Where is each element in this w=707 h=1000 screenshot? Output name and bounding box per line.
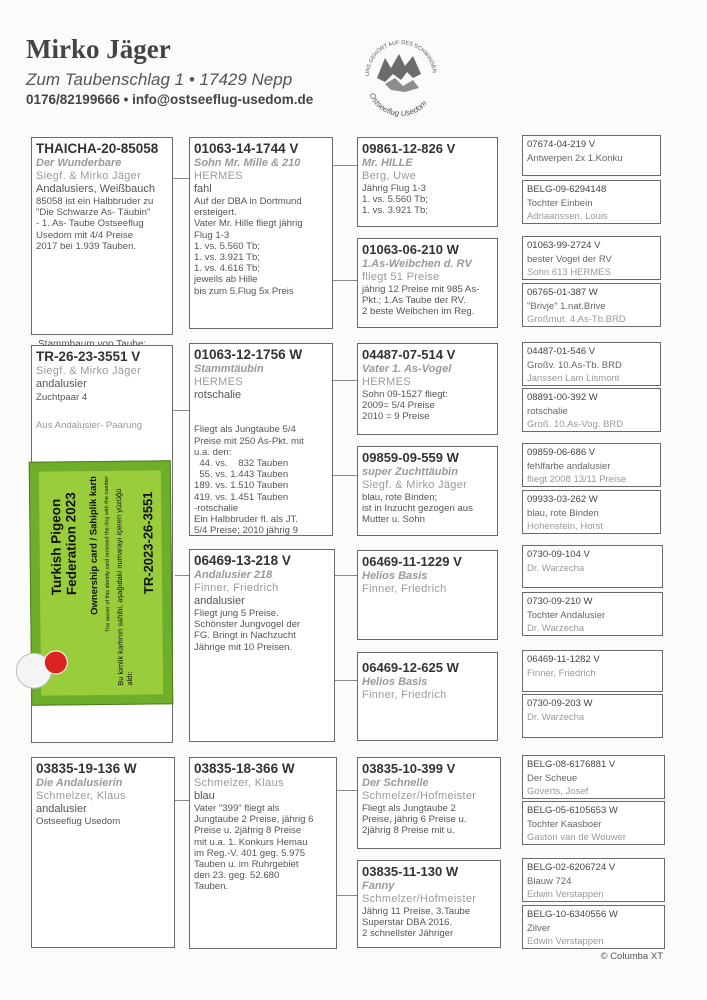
g4-ring: BELG-08-6176881 V (527, 759, 616, 770)
ff-box (189, 137, 333, 329)
g3-name: Vater 1. As-Vogel (362, 363, 452, 375)
g3-box-1 (357, 137, 498, 227)
g3-breeder: HERMES (362, 376, 411, 388)
g3-notes: jährig 12 Preise mit 985 As- Pkt.; 1.As Taube der RV. 2 beste Weibchen im Reg. (362, 284, 480, 318)
g4-box-14 (522, 801, 665, 845)
g3-ring: 06469-11-1229 V (362, 554, 462, 569)
dam-notes: Ostseeflug Usedom (36, 816, 121, 827)
g4-breeder: Großmut. 4.As-Tb.BRD (527, 314, 626, 325)
g3-ring: 09861-12-826 V (362, 141, 456, 156)
g3-ring: 09859-09-559 W (362, 450, 459, 465)
g4-info: Großv. 10.As-Tb. BRD (527, 359, 622, 371)
g3-notes: Jährig 11 Preise, 3.Taube Superstar DBA 2016. 2 schnellster Jähriger (362, 906, 471, 940)
subject-notes: Zuchtpaar 4 Aus Andalusier- Paarung (36, 392, 143, 431)
g4-box-10 (522, 592, 663, 636)
g3-box-8 (357, 860, 501, 948)
mm-notes: Vater "399" fliegt als Jungtaube 2 Preise, jährig 6 Preise u. 2jährig 8 Preise mit u.a. 1. Konkurs Hemau im Reg.-V. 401 geg. 5.975 Tauben u. im Ruhrgebiet den 23. geg. 52.680 Tauben. (194, 803, 314, 893)
g4-info: Tochter Andalusier (527, 609, 606, 621)
federation-logo (44, 650, 68, 674)
g4-ring: 09859-06-686 V (527, 447, 596, 458)
g3-box-5 (357, 550, 498, 640)
g4-info: rotschalie (527, 405, 568, 417)
g3-ring: 03835-10-399 V (362, 761, 456, 776)
g3-name: Der Schnelle (362, 777, 429, 789)
mf-breeder: Finner, Friedrich (194, 582, 279, 594)
dam-name: Die Andalusierin (36, 777, 123, 789)
g4-box-3 (522, 236, 661, 280)
g3-breeder: Schmelzer/Hofmeister (362, 790, 477, 802)
g4-breeder: Gaston van de Wouwer (527, 832, 627, 843)
g3-notes: Sohn 09-1527 fliegt: 2009= 5/4 Preise 2010 = 9 Preise (362, 389, 448, 423)
mf-name: Andalusier 218 (194, 569, 273, 581)
g4-box-2 (522, 180, 661, 224)
fm-notes: Fliegt als Jungtaube 5/4 Preise mit 250 As-Pkt. mit u.a. den: 44. vs. 832 Tauben 55. vs. 1.443 Tauben 189. vs. 1.510 Tauben 419. vs. 1.451 Tauben -rotschalie Ein Halbbruder fl. als JT. 5/4 Preise; 2010 jährig 9 (194, 424, 304, 536)
copyright-footer: © Columba XT (600, 951, 663, 962)
g3-breeder: Berg, Uwe (362, 170, 417, 182)
card-heading: Ownership card / Sahiplik kartı (87, 476, 101, 615)
g3-notes: blau, rote Binden; ist in Inzucht gezogen aus Mutter u. Sohn (362, 492, 473, 526)
g4-ring: BELG-02-6206724 V (527, 862, 616, 873)
g4-box-13 (522, 755, 665, 799)
ff-ring: 01063-14-1744 V (194, 141, 299, 156)
dam-box (31, 757, 175, 948)
g4-box-12 (522, 694, 663, 738)
g4-box-15 (522, 858, 665, 902)
g3-name: 1.As-Weibchen d. RV (362, 258, 472, 270)
g3-name: super Zuchttäubin (362, 466, 458, 478)
g4-breeder: Groß. 10.As-Vog. BRD (527, 419, 624, 430)
g3-breeder: Siegf. & Mirko Jäger (362, 479, 468, 491)
g4-ring: 0730-09-203 W (527, 698, 593, 709)
ff-notes: Auf der DBA in Dortmund ersteigert. Vater Mr. Hille fliegt jährig Flug 1-3 1. vs. 5.560 Tb; 1. vs. 3.921 Tb; 1. vs. 4.616 Tb; jeweils ab Hille bis zum 5.Flug 5x Preis (194, 196, 303, 297)
g4-ring: BELG-09-6294148 (527, 184, 607, 195)
mm-breeder: Schmelzer, Klaus (194, 777, 284, 789)
mm-color: blau (194, 790, 215, 802)
subject-breeder: Siegf. & Mirko Jäger (36, 365, 142, 377)
g4-info: blau, rote Binden (527, 507, 599, 519)
sire-ring: THAICHA-20-85058 (36, 141, 159, 156)
g4-breeder: fliegt 2008 13/11 Preise (527, 474, 627, 485)
g3-breeder: Finner, Friedrich (362, 583, 447, 595)
g3-notes: Fliegt als Jungtaube 2 Preise, jährig 6 Preise u. 2jährig 8 Preise mit u. (362, 803, 467, 837)
g4-ring: 04487-01-546 V (527, 346, 596, 357)
g3-box-6 (357, 652, 498, 741)
g3-box-4 (357, 446, 498, 536)
dam-ring: 03835-19-136 W (36, 761, 137, 776)
g3-name: Mr. HILLE (362, 157, 413, 169)
g4-breeder: Dr. Warzecha (527, 623, 585, 634)
g3-name: Helios Basis (362, 676, 428, 688)
club-logo (355, 28, 447, 120)
ff-color: fahl (194, 183, 212, 195)
g4-info: Zilver (527, 922, 551, 934)
mf-color: andalusier (194, 595, 245, 607)
g3-box-7 (357, 757, 501, 849)
fm-box (189, 343, 333, 536)
owner-contact: 0176/82199666 • info@ostseeflug-usedom.de (26, 92, 314, 107)
mm-box (189, 757, 337, 949)
g4-box-5 (522, 342, 661, 386)
sire-color: Andalusiers, Weißbauch (36, 183, 156, 195)
ownership-card (29, 460, 174, 705)
dam-breeder: Schmelzer, Klaus (36, 790, 126, 802)
g4-ring: BELG-10-6340556 W (527, 909, 618, 920)
ff-name: Sohn Mr. Mille & 210 (194, 157, 301, 169)
g3-ring: 01063-06-210 W (362, 242, 459, 257)
g3-breeder: Schmelzer/Hofmeister (362, 893, 477, 905)
g4-breeder: Goverts, Josef (527, 786, 589, 797)
svg-text:Ostseeflug Usedom (367, 91, 428, 118)
g3-name: Fanny (362, 880, 395, 892)
mf-notes: Fliegt jung 5 Preise. Schönster Jungvogel der FG. Bringt in Nachzucht Jährige mit 10 Preisen. (194, 608, 301, 653)
fm-breeder: HERMES (194, 376, 243, 388)
g4-box-4 (522, 283, 661, 327)
g4-info: Blauw 724 (527, 875, 572, 887)
g4-breeder: Hohenstein, Horst (527, 521, 604, 532)
fm-color: rotschalie (194, 389, 242, 401)
g4-breeder: Adriaanssen, Louis (527, 211, 608, 222)
g4-info: Tochter Einbein (527, 197, 593, 209)
sire-box (31, 137, 173, 335)
fm-ring: 01063-12-1756 W (194, 347, 303, 362)
g4-ring: 0730-09-104 V (527, 549, 590, 560)
g4-breeder: Dr. Warzecha (527, 562, 585, 574)
g3-breeder: Finner, Friedrich (362, 689, 447, 701)
sire-name: Der Wunderbare (36, 157, 122, 169)
g4-ring: 0730-09-210 W (527, 596, 593, 607)
sire-notes: 85058 ist ein Halbbruder zu "Die Schwarze As- Täubin" - 1. As- Taube Ostseeflug Usedom mit 4/4 Preise 2017 bei 1.939 Tauben. (36, 196, 154, 252)
g4-breeder: Janssen Lam Lismont (527, 373, 620, 384)
g4-info: fehlfarbe andalusier (527, 460, 611, 472)
g4-breeder: Finner, Friedrich (527, 667, 596, 679)
g3-notes: Jährig Flug 1-3 1. vs. 5.560 Tb; 1. vs. 3.921 Tb; (362, 183, 428, 217)
g4-info: Tochter Kaasboer (527, 818, 602, 830)
g4-ring: 06469-11-1282 V (527, 654, 600, 665)
g4-box-11 (522, 650, 663, 692)
g4-box-6 (522, 388, 661, 432)
card-title: Turkish Pigeon Federation 2023 (48, 492, 80, 596)
g4-box-8 (522, 490, 661, 534)
g4-ring: 01063-99-2724 V (527, 240, 601, 251)
mf-ring: 06469-13-218 V (194, 553, 291, 568)
g3-box-2 (357, 238, 498, 328)
g4-breeder: Edwin Verstappen (527, 936, 604, 947)
g4-breeder: Dr. Warzecha (527, 711, 585, 723)
g4-box-9 (522, 545, 663, 588)
owner-name: Mirko Jäger (26, 34, 171, 64)
g4-info: Der Scheue (527, 772, 578, 784)
g3-box-3 (357, 343, 498, 435)
g4-ring: 09933-03-262 W (527, 494, 598, 505)
subject-ring: TR-26-23-3551 V (36, 349, 141, 364)
g3-ring: 04487-07-514 V (362, 347, 456, 362)
logo-bottom-text: Ostseeflug Usedom (367, 91, 429, 119)
dam-color: andalusier (36, 803, 87, 815)
card-ring-number: TR-2023-26-3551 (140, 491, 157, 595)
card-line-en: The owner of this identity card received the ring with the number (103, 475, 112, 633)
g4-breeder: Sohn 613 HERMES (527, 267, 611, 278)
mf-box (189, 549, 335, 742)
logo-arc-text: UNS GEHÖRT AUF DES SCHWINGEN (364, 39, 437, 77)
g4-ring: 08891-00-392 W (527, 392, 598, 403)
mm-ring: 03835-18-366 W (194, 761, 295, 776)
g4-ring: 06765-01-387 W (527, 287, 598, 298)
g4-info: bester Vogel der RV (527, 253, 612, 265)
g4-box-16 (522, 905, 665, 949)
g4-box-7 (522, 443, 661, 487)
g4-box-1 (522, 135, 661, 176)
g4-breeder: Edwin Verstappen (527, 889, 604, 900)
g3-breeder: fliegt 51 Preise (362, 271, 440, 283)
g4-info: Antwerpen 2x 1.Konku (527, 152, 623, 164)
g4-ring: 07674-04-219 V (527, 139, 596, 150)
sire-breeder: Siegf. & Mirko Jäger (36, 170, 142, 182)
card-line-tr: Bu kimlik kartının sahibi, aşağıdaki numarayı içeren yüzüğü aldı: (114, 488, 135, 686)
g4-info: "Brivje" 1.nat.Brive (527, 300, 606, 312)
fm-name: Stammtäubin (194, 363, 264, 375)
owner-address: Zum Taubenschlag 1 • 17429 Nepp (26, 70, 293, 89)
subject-color: andalusier (36, 378, 87, 390)
ff-breeder: HERMES (194, 170, 243, 182)
g3-ring: 03835-11-130 W (362, 864, 459, 879)
g3-name: Helios Basis (362, 570, 428, 582)
g3-ring: 06469-12-625 W (362, 660, 459, 675)
g4-ring: BELG-05-6105653 W (527, 805, 618, 816)
